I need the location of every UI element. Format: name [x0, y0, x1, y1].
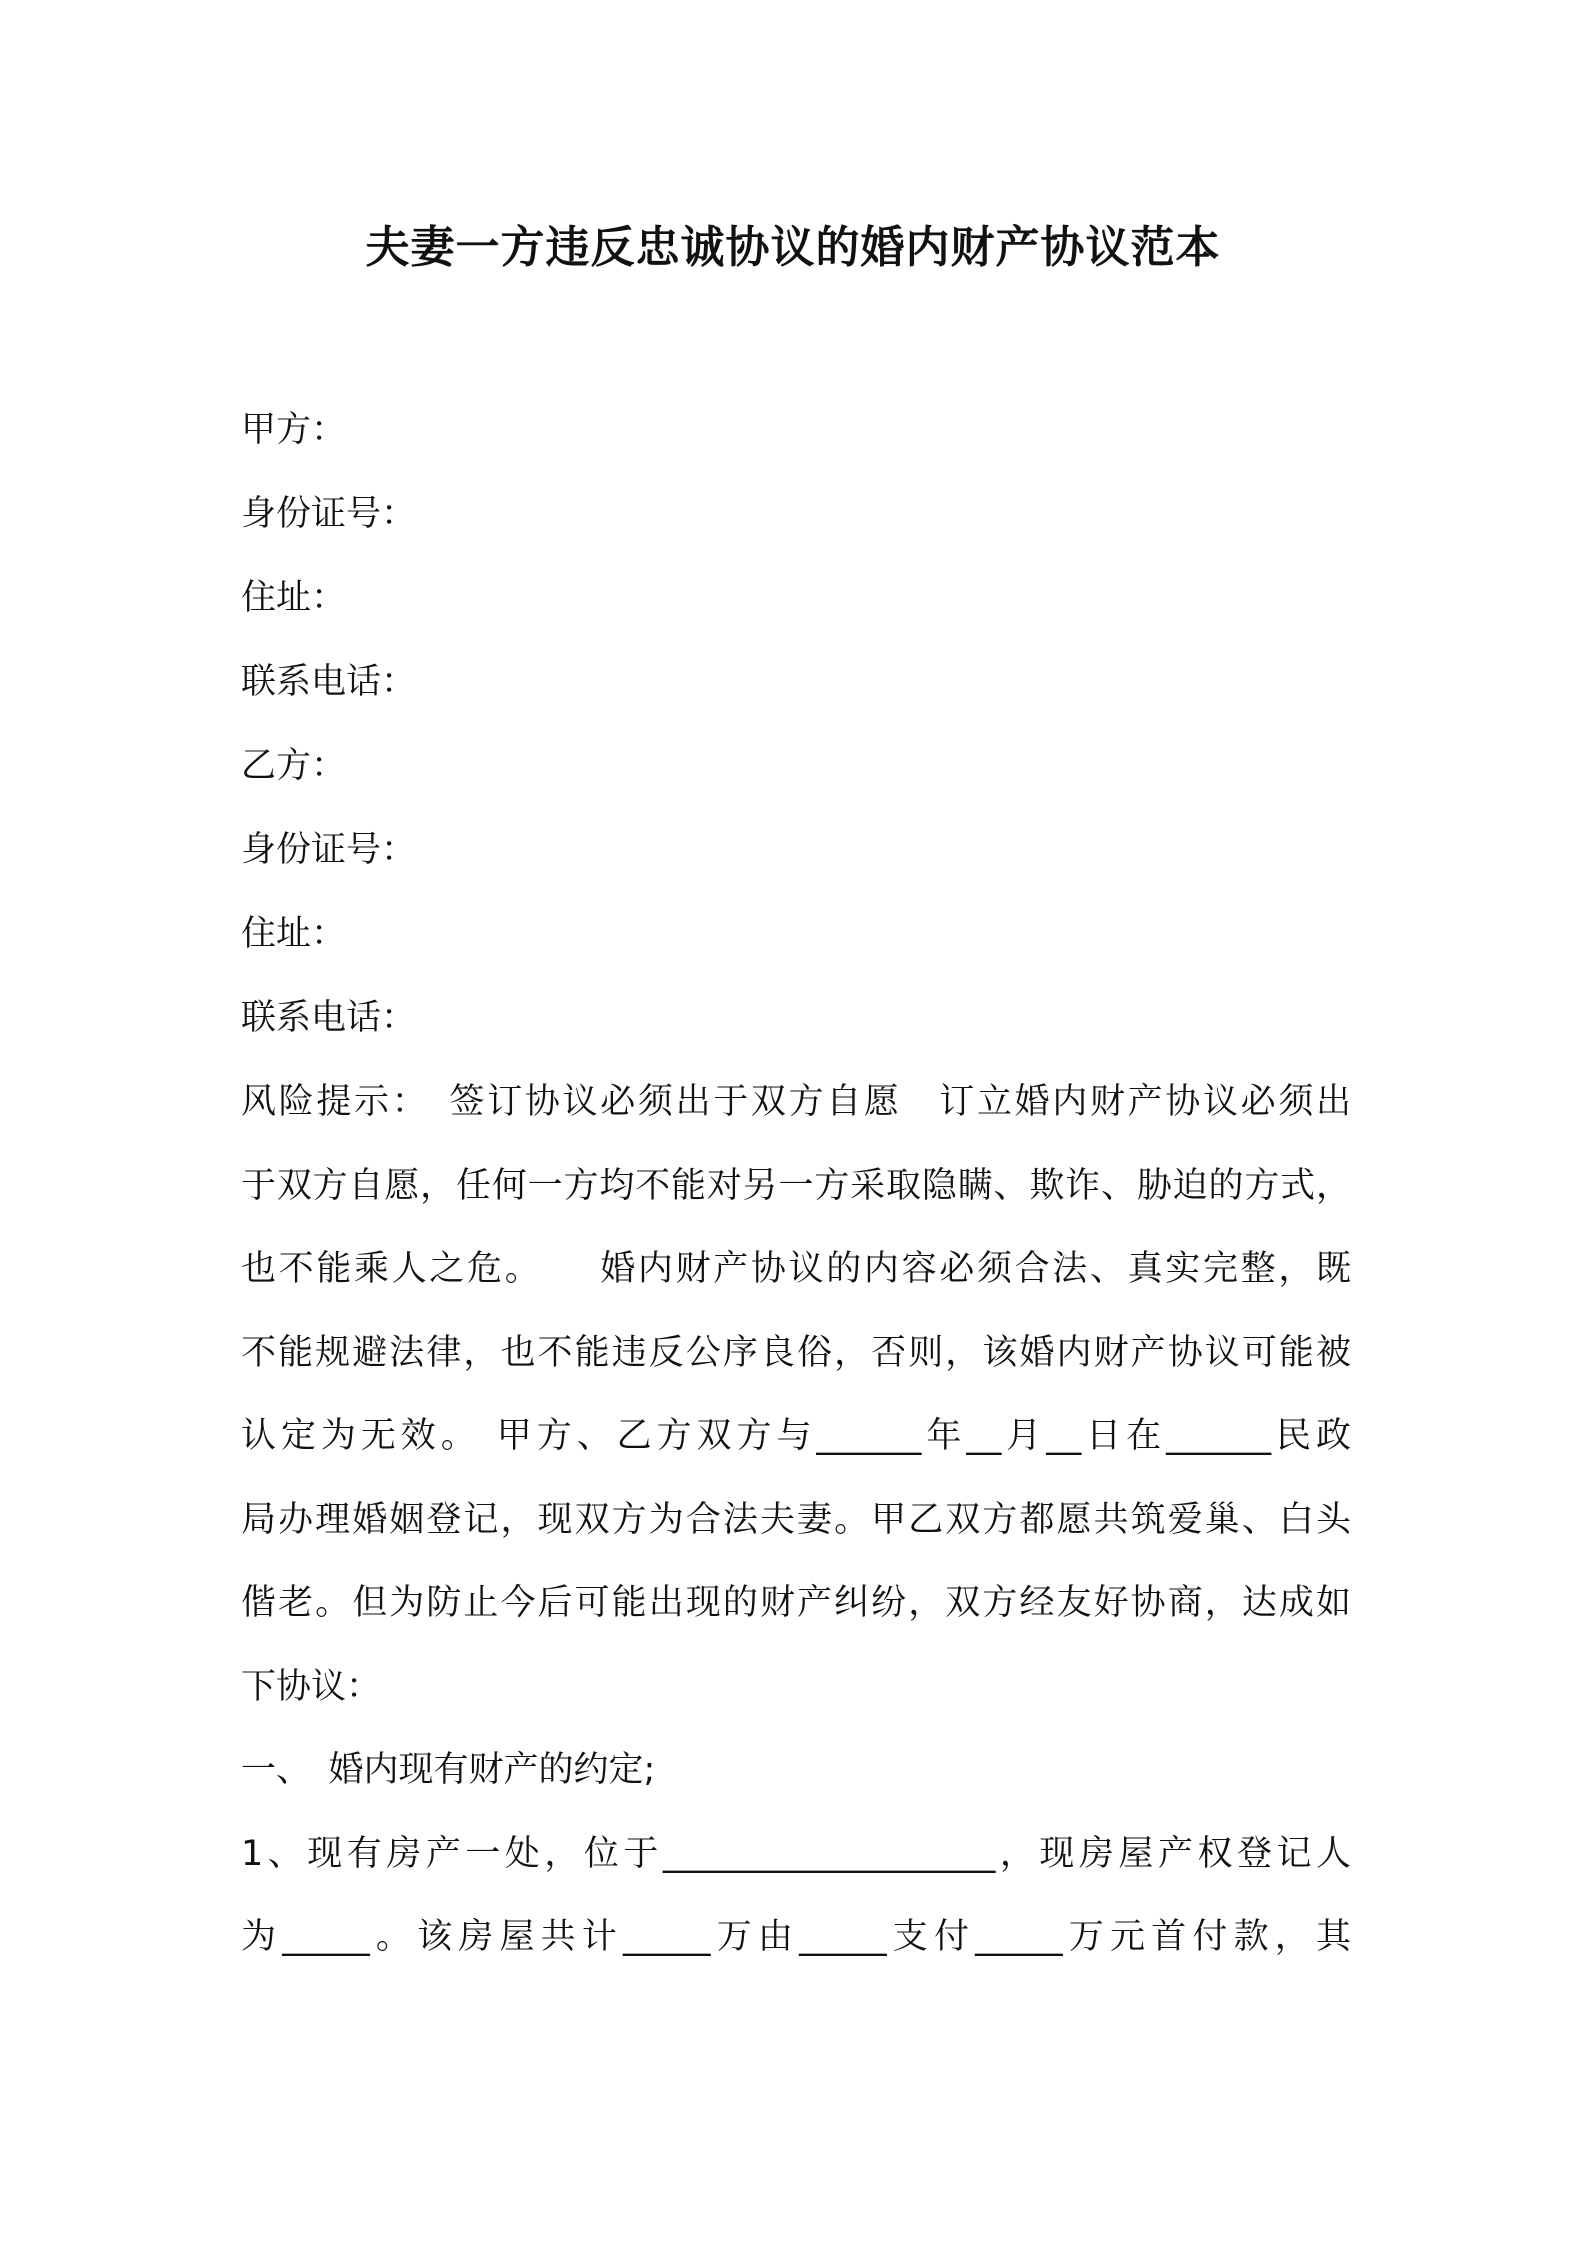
body-line: 偕老。但为防止今后可能出现的财产纠纷，双方经友好协商，达成如: [241, 1583, 1351, 1623]
body-line: 认定为无效。 甲方、乙方双方与______年__月__日在______民政: [241, 1416, 1351, 1456]
body-line: 也不能乘人之危。 婚内财产协议的内容必须合法、真实完整，既: [241, 1249, 1351, 1289]
section-heading: 一、 婚内现有财产的约定;: [241, 1750, 656, 1790]
body-line: 风险提示： 签订协议必须出于双方自愿 订立婚内财产协议必须出: [241, 1082, 1351, 1122]
party-b-id-label: 身份证号：: [241, 830, 417, 870]
party-a-id-label: 身份证号：: [241, 494, 417, 534]
body-line: 不能规避法律，也不能违反公序良俗，否则，该婚内财产协议可能被: [241, 1332, 1351, 1373]
document-title: 夫妻一方违反忠诚协议的婚内财产协议范本: [365, 222, 1221, 273]
party-b-name-label: 乙方：: [241, 746, 347, 786]
body-line: 为_____。该房屋共计_____万由_____支付_____万元首付款，其: [241, 1917, 1351, 1957]
body-line: 局办理婚姻登记，现双方为合法夫妻。甲乙双方都愿共筑爱巢、白头: [241, 1499, 1351, 1540]
body-line: 下协议：: [241, 1666, 382, 1707]
body-line: 于双方自愿，任何一方均不能对另一方采取隐瞒、欺诈、胁迫的方式，: [241, 1165, 1351, 1206]
party-a-phone-label: 联系电话：: [241, 662, 417, 702]
party-a-name-label: 甲方：: [241, 410, 347, 450]
party-b-phone-label: 联系电话：: [241, 998, 417, 1038]
body-line: 1、现有房产一处，位于___________________，现房屋产权登记人: [241, 1833, 1351, 1874]
party-info-section: [241, 405, 1351, 1077]
party-a-address-label: 住址：: [241, 578, 347, 618]
party-b-address-label: 住址：: [241, 914, 347, 954]
agreement-body: [241, 1077, 1351, 1996]
